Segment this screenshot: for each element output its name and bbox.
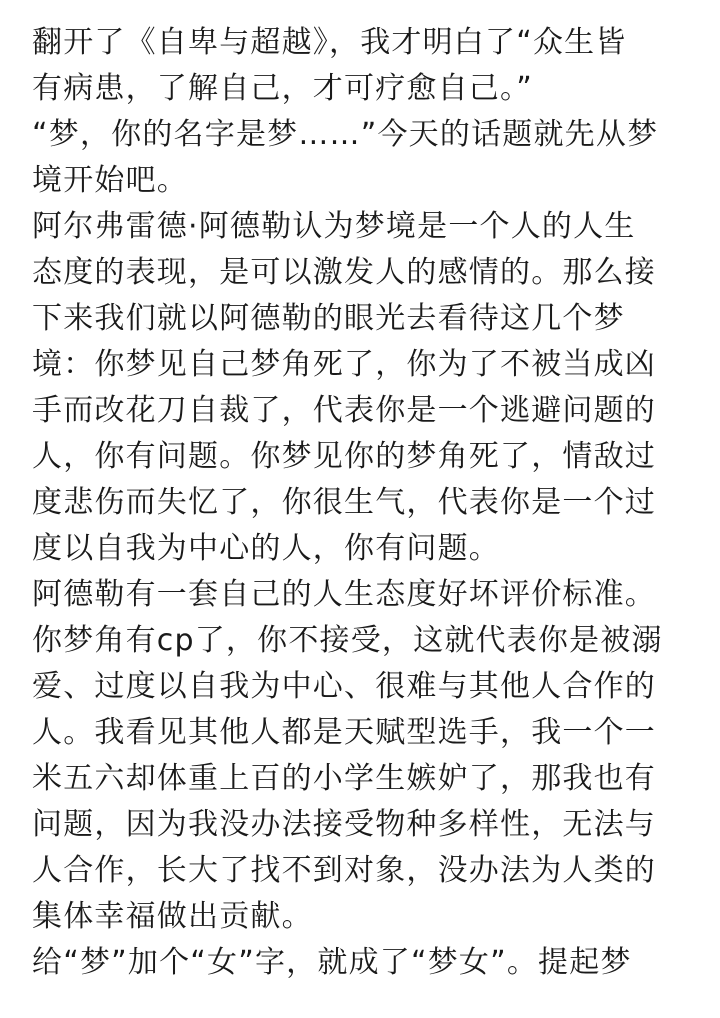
text-line-13: 阿德勒有一套自己的人生态度好坏评价标准。 bbox=[32, 577, 656, 612]
text-line-14: 你梦角有cp了，你不接受，这就代表你是被溺 bbox=[32, 623, 663, 658]
text-line-21: 给“梦”加个“女”字，就成了“梦女”。提起梦 bbox=[32, 945, 632, 980]
text-line-15: 爱、过度以自我为中心、很难与其他人合作的 bbox=[32, 669, 656, 704]
text-line-1: 翻开了《自卑与超越》，我才明白了“众生皆 bbox=[32, 25, 627, 60]
text-line-7: 下来我们就以阿德勒的眼光去看待这几个梦 bbox=[32, 301, 625, 336]
text-line-2: 有病患，了解自己，才可疗愈自己。” bbox=[32, 71, 533, 106]
text-line-17: 米五六却体重上百的小学生嫉妒了，那我也有 bbox=[32, 761, 656, 796]
text-line-6: 态度的表现，是可以激发人的感情的。那么接 bbox=[32, 255, 656, 290]
text-line-10: 人，你有问题。你梦见你的梦角死了，情敌过 bbox=[32, 439, 656, 474]
text-line-20: 集体幸福做出贡献。 bbox=[32, 899, 313, 934]
text-line-5: 阿尔弗雷德·阿德勒认为梦境是一个人的人生 bbox=[32, 209, 636, 244]
text-line-4: 境开始吧。 bbox=[32, 163, 188, 198]
text-line-3: “梦，你的名字是梦……”今天的话题就先从梦 bbox=[32, 117, 659, 152]
text-line-9: 手而改花刀自裁了，代表你是一个逃避问题的 bbox=[32, 393, 656, 428]
text-line-19: 人合作，长大了找不到对象，没办法为人类的 bbox=[32, 853, 656, 888]
text-line-12: 度以自我为中心的人，你有问题。 bbox=[32, 531, 500, 566]
text-line-8: 境：你梦见自己梦角死了，你为了不被当成凶 bbox=[32, 347, 656, 382]
text-line-11: 度悲伤而失忆了，你很生气，代表你是一个过 bbox=[32, 485, 656, 520]
text-line-18: 问题，因为我没办法接受物种多样性，无法与 bbox=[32, 807, 656, 842]
text-line-16: 人。我看见其他人都是天赋型选手，我一个一 bbox=[32, 715, 656, 750]
